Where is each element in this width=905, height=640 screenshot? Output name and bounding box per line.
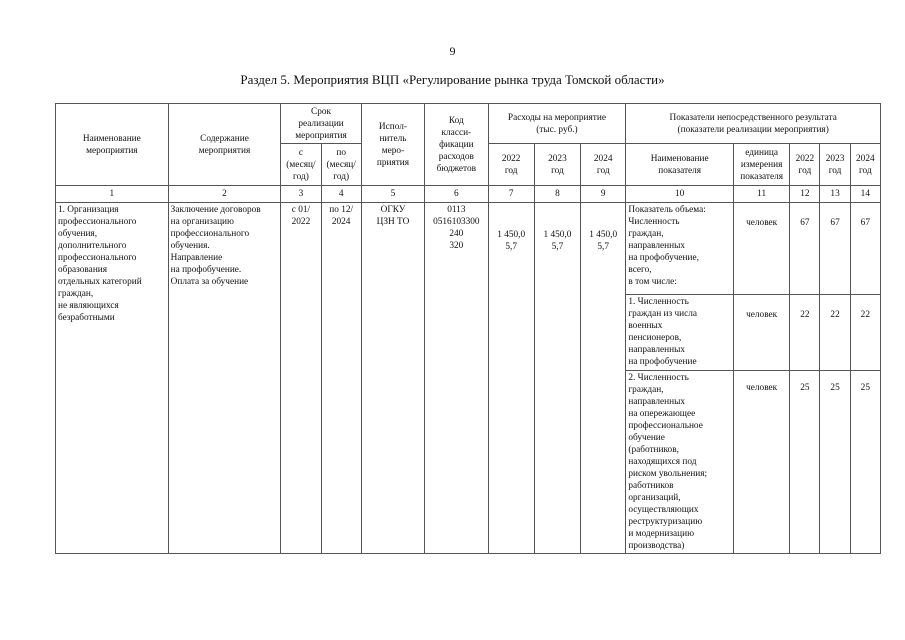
column-number: 7	[488, 186, 534, 203]
page-number: 9	[449, 44, 456, 58]
column-number: 4	[321, 186, 361, 203]
column-number: 2	[168, 186, 281, 203]
activities-table	[55, 103, 881, 554]
indicator-2024-cell: 25	[850, 371, 880, 554]
indicator-2022-cell: 67	[790, 203, 820, 295]
indicator-name-cell: 1. Численность граждан из числа военных пенсионеров, направленных на профобучение	[626, 295, 734, 371]
indicator-2023-cell: 67	[820, 203, 850, 295]
column-number: 13	[820, 186, 850, 203]
indicator-unit-cell: человек	[733, 295, 789, 371]
column-number: 5	[361, 186, 424, 203]
header-term-to: по (месяц/ год)	[321, 144, 361, 186]
indicator-2024-cell: 67	[850, 203, 880, 295]
header-activity-name: Наименование мероприятия	[56, 104, 169, 186]
header-indicator-2023: 2023 год	[820, 144, 850, 186]
header-expense-2023: 2023 год	[534, 144, 580, 186]
header-unit: единица измерения показателя	[733, 144, 789, 186]
header-indicator-2024: 2024 год	[850, 144, 880, 186]
column-number: 12	[790, 186, 820, 203]
indicator-2022-cell: 25	[790, 371, 820, 554]
header-term-from: с (месяц/ год)	[281, 144, 321, 186]
column-number: 14	[850, 186, 880, 203]
header-row-1	[56, 104, 881, 144]
header-indicators: Показатели непосредственного результата (показатели реализации мероприятия)	[626, 104, 881, 144]
expense-2022-cell: 1 450,0 5,7	[488, 203, 534, 554]
budget-code-cell: 0113 0516103300 240 320	[425, 203, 488, 554]
header-executor: Испол- нитель меро- приятия	[361, 104, 424, 186]
indicator-2024-cell: 22	[850, 295, 880, 371]
term-to-cell: по 12/ 2024	[321, 203, 361, 554]
column-number: 6	[425, 186, 488, 203]
header-expense-2024: 2024 год	[581, 144, 626, 186]
table-row	[56, 203, 881, 295]
column-number: 3	[281, 186, 321, 203]
indicator-name-cell: Показатель объема: Численность граждан, направленных на профобучение, всего, в том числе:	[626, 203, 734, 295]
executor-cell: ОГКУ ЦЗН ТО	[361, 203, 424, 554]
column-number: 8	[534, 186, 580, 203]
activity-name-cell: 1. Организация профессионального обучения, дополнительного профессионального образования отдельных категорий граждан, не являющихся безработными	[56, 203, 169, 554]
expense-2024-cell: 1 450,0 5,7	[581, 203, 626, 554]
indicator-2023-cell: 22	[820, 295, 850, 371]
header-indicator-2022: 2022 год	[790, 144, 820, 186]
indicator-unit-cell: человек	[733, 203, 789, 295]
header-term: Срок реализации мероприятия	[281, 104, 361, 144]
expense-2023-cell: 1 450,0 5,7	[534, 203, 580, 554]
indicator-2022-cell: 22	[790, 295, 820, 371]
indicator-2023-cell: 25	[820, 371, 850, 554]
header-expenses: Расходы на мероприятие (тыс. руб.)	[488, 104, 626, 144]
column-number-row	[56, 186, 881, 203]
header-expense-2022: 2022 год	[488, 144, 534, 186]
column-number: 10	[626, 186, 734, 203]
term-from-cell: с 01/ 2022	[281, 203, 321, 554]
header-budget-code: Код класси- фикации расходов бюджетов	[425, 104, 488, 186]
column-number: 11	[733, 186, 789, 203]
activity-content-cell: Заключение договоров на организацию профессионального обучения. Направление на профобучение. Оплата за обучение	[168, 203, 281, 554]
indicator-name-cell: 2. Численность граждан, направленных на опережающее профессиональное обучение (работников, находящихся под риском увольнения; работников организаций, осуществляющих реструктуризацию и модернизацию производства)	[626, 371, 734, 554]
column-number: 9	[581, 186, 626, 203]
header-indicator-name: Наименование показателя	[626, 144, 734, 186]
header-activity-content: Содержание мероприятия	[168, 104, 281, 186]
indicator-unit-cell: человек	[733, 371, 789, 554]
column-number: 1	[56, 186, 169, 203]
section-title: Раздел 5. Мероприятия ВЦП «Регулирование рынка труда Томской области»	[240, 72, 665, 87]
